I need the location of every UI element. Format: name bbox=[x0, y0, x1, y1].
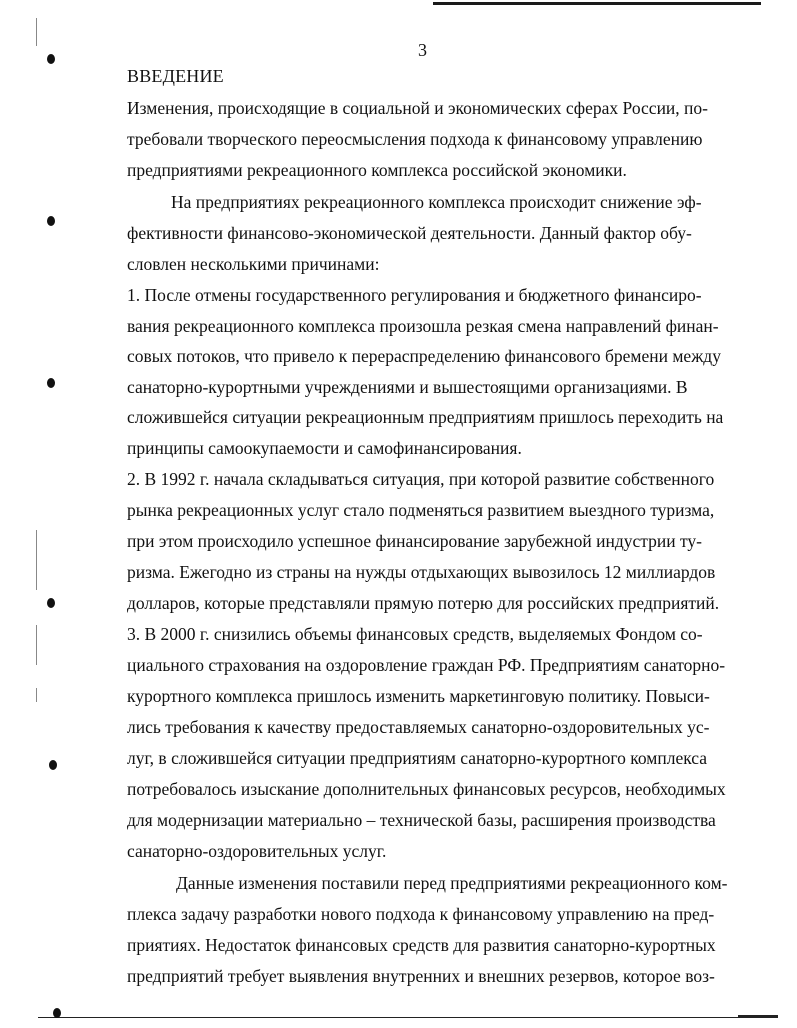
text-line: луг, в сложившейся ситуации предприятиям санаторно-курортного комплекса bbox=[127, 748, 708, 768]
margin-line bbox=[36, 18, 37, 46]
text-line: Данные изменения поставили перед предприятиями рекреационного ком- bbox=[176, 873, 728, 893]
margin-line bbox=[36, 530, 37, 590]
text-line: при этом происходило успешное финансирование зарубежной индустрии ту- bbox=[127, 531, 702, 551]
text-line: приятиях. Недостаток финансовых средств для развития санаторно-курортных bbox=[127, 935, 716, 955]
text-line: рынка рекреационных услуг стало подменяться развитием выездного туризма, bbox=[127, 500, 715, 520]
text-line: плекса задачу разработки нового подхода к финансовому управлению на пред- bbox=[127, 904, 715, 924]
text-line: 3. В 2000 г. снизились объемы финансовых средств, выделяемых Фондом со- bbox=[127, 624, 703, 644]
text-line: сложившейся ситуации рекреационным предприятиям пришлось переходить на bbox=[127, 407, 724, 427]
punch-hole-mark bbox=[47, 598, 55, 608]
top-border-line bbox=[433, 2, 761, 5]
text-line: потребовалось изыскание дополнительных финансовых ресурсов, необходимых bbox=[127, 779, 726, 799]
bottom-border-accent bbox=[738, 1015, 778, 1018]
text-line: 2. В 1992 г. начала складываться ситуация, при которой развитие собственного bbox=[127, 469, 715, 489]
margin-line bbox=[36, 625, 37, 665]
text-line: для модернизации материально – технической базы, расширения производства bbox=[127, 810, 716, 830]
text-line: принципы самоокупаемости и самофинансирования. bbox=[127, 438, 522, 458]
text-line: предприятий требует выявления внутренних и внешних резервов, которое воз- bbox=[127, 966, 715, 986]
text-line: 1. После отмены государственного регулирования и бюджетного финансиро- bbox=[127, 285, 702, 305]
text-line: На предприятиях рекреационного комплекса происходит снижение эф- bbox=[171, 192, 702, 212]
text-line: лись требования к качеству предоставляемых санаторно-оздоровительных ус- bbox=[127, 717, 710, 737]
punch-hole-mark bbox=[53, 1008, 61, 1018]
punch-hole-mark bbox=[47, 54, 55, 64]
page-number: 3 bbox=[418, 40, 427, 60]
text-line: словлен несколькими причинами: bbox=[127, 254, 380, 274]
text-line: курортного комплекса пришлось изменить маркетинговую политику. Повыси- bbox=[127, 686, 710, 706]
punch-hole-mark bbox=[47, 378, 55, 388]
text-line: долларов, которые представляли прямую потерю для российских предприятий. bbox=[127, 593, 720, 613]
punch-hole-mark bbox=[49, 760, 57, 770]
margin-line bbox=[36, 688, 37, 702]
page-title: ВВЕДЕНИЕ bbox=[127, 66, 224, 86]
text-line: санаторно-оздоровительных услуг. bbox=[127, 841, 387, 861]
text-line: совых потоков, что привело к перераспределению финансового бремени между bbox=[127, 346, 721, 366]
punch-hole-mark bbox=[47, 216, 55, 226]
text-line: фективности финансово-экономической деятельности. Данный фактор обу- bbox=[127, 223, 692, 243]
text-line: циального страхования на оздоровление граждан РФ. Предприятиям санаторно- bbox=[127, 655, 726, 675]
text-line: санаторно-курортными учреждениями и вышестоящими организациями. В bbox=[127, 377, 688, 397]
bottom-border-line bbox=[38, 1017, 738, 1018]
text-line: ризма. Ежегодно из страны на нужды отдыхающих вывозилось 12 миллиардов bbox=[127, 562, 716, 582]
text-line: вания рекреационного комплекса произошла резкая смена направлений финан- bbox=[127, 316, 719, 336]
text-line: предприятиями рекреационного комплекса российской экономики. bbox=[127, 160, 627, 180]
text-line: требовали творческого переосмысления подхода к финансовому управлению bbox=[127, 129, 703, 149]
text-line: Изменения, происходящие в социальной и экономических сферах России, по- bbox=[127, 98, 708, 118]
